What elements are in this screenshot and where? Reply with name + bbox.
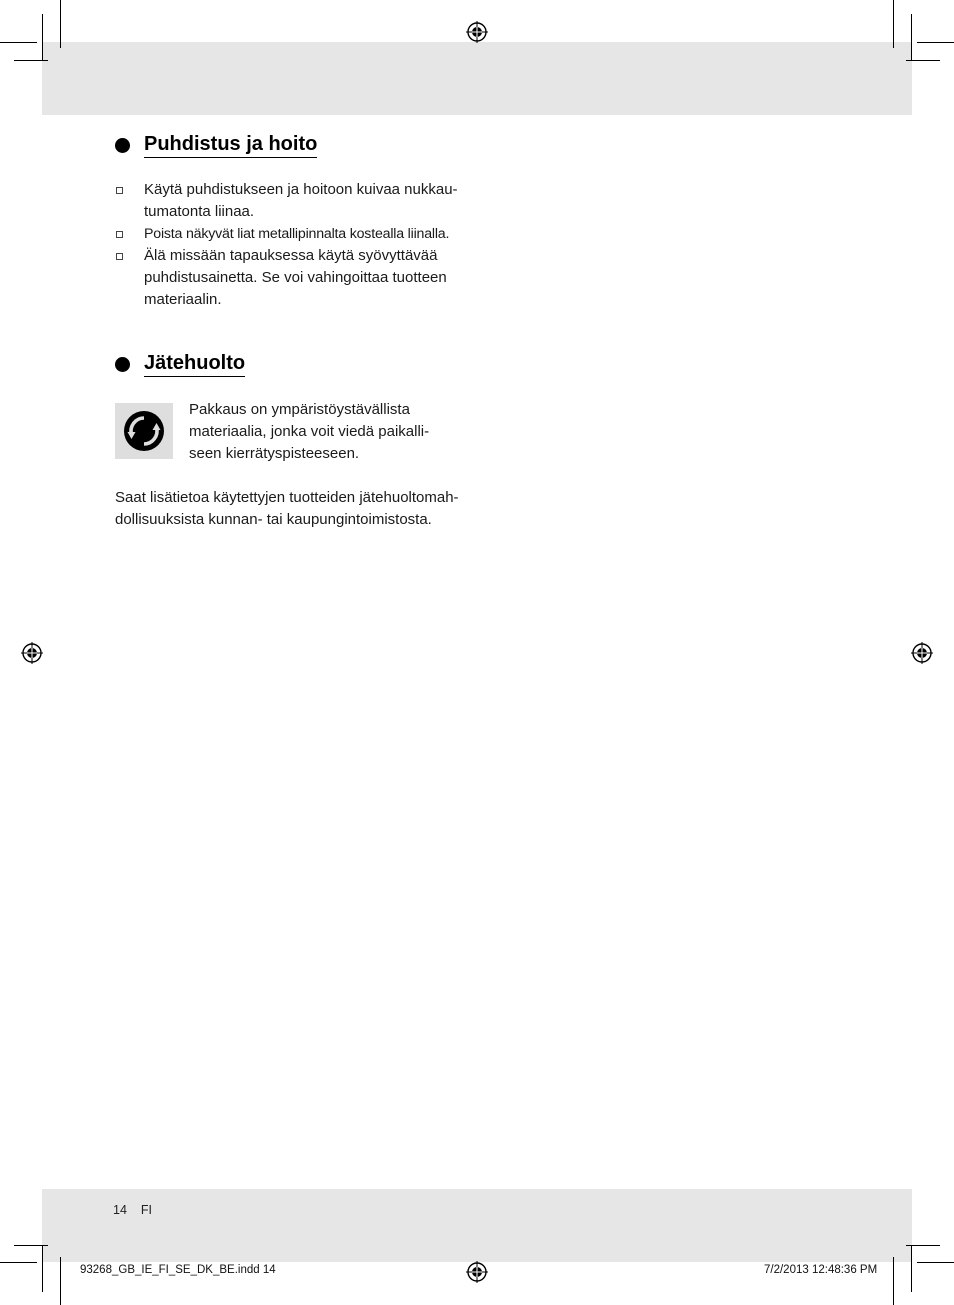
page-footer (113, 1203, 166, 1217)
bullet-dot-icon (115, 138, 130, 153)
registration-mark-icon (21, 642, 43, 664)
registration-mark-icon (911, 642, 933, 664)
bullet-dot-icon (115, 357, 130, 372)
cleaning-list (115, 179, 475, 311)
recycle-description: Pakkaus on ympäristöystävällista materiaalia, jonka voit viedä paikalli- seen kierrätyspisteeseen. (189, 401, 430, 462)
green-dot-recycle-icon (122, 409, 166, 453)
footer-band (42, 1189, 912, 1262)
slug-filename: 93268_GB_IE_FI_SE_DK_BE.indd 14 (80, 1264, 276, 1276)
registration-mark-icon (466, 21, 488, 43)
recycle-symbol (115, 403, 173, 459)
slug-timestamp: 7/2/2013 12:48:36 PM (764, 1264, 878, 1276)
disposal-paragraph: Saat lisätietoa käytettyjen tuotteiden jätehuoltomah- dollisuuksista kunnan- tai kaupungintoimistosta. (115, 489, 459, 528)
list-item: Älä missään tapauksessa käytä syövyttävää puhdistusainetta. Se voi vahingoittaa tuotteen materiaalin. (115, 245, 475, 311)
section-title: Jätehuolto (144, 351, 245, 377)
checkbox-bullet-icon (116, 253, 123, 260)
checkbox-bullet-icon (116, 187, 123, 194)
page-number: 14 (113, 1203, 127, 1217)
list-item: Poista näkyvät liat metallipinnalta kostealla liinalla. (115, 223, 475, 245)
registration-mark-icon (466, 1261, 488, 1283)
section-title: Puhdistus ja hoito (144, 132, 317, 158)
checkbox-bullet-icon (116, 231, 123, 238)
header-band (42, 42, 912, 115)
section-cleaning-heading (115, 132, 317, 158)
section-disposal-heading (115, 351, 245, 377)
list-item: Käytä puhdistukseen ja hoitoon kuivaa nukkau- tumatonta liinaa. (115, 179, 475, 223)
language-code: FI (140, 1203, 153, 1217)
